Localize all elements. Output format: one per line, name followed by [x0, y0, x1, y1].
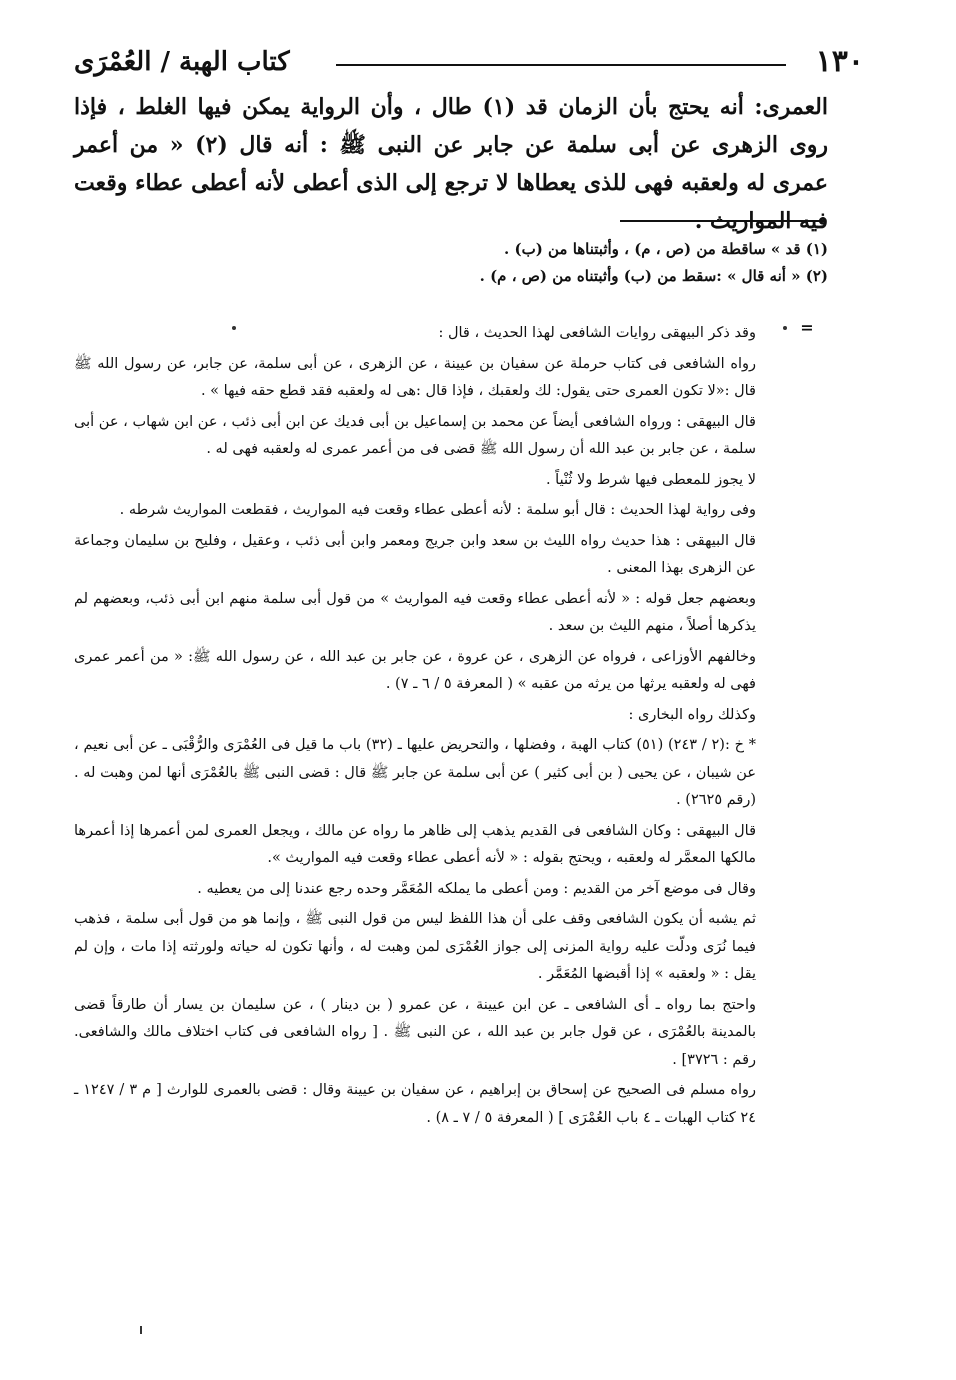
header-rule	[336, 64, 786, 66]
decorative-dot	[783, 326, 787, 330]
commentary-paragraph: وبعضهم جعل قوله : « لأنه أعطى عطاء وقعت فيه المواريث » من قول أبى سلمة منهم ابن أبى ذئب، وبعضهم لم يذكرها أصلاً ، منهم الليث بن سعد .	[74, 590, 756, 634]
commentary-paragraph: وفى رواية لهذا الحديث : قال أبو سلمة : لأنه أعطى عطاء وقعت فيه المواريث ، فقطعت المواريث شرطه .	[119, 502, 756, 518]
commentary-paragraph: رواه مسلم فى الصحيح عن إسحاق بن إبراهيم ، عن سفيان بن عيينة وقال : قضى بالعمرى للوارث [ م ٣ / ١٢٤٧ ـ ٢٤ كتاب الهبات ـ ٤ باب العُمْرَى ] ( المعرفة ٥ / ٧ ـ ٨) .	[74, 1082, 756, 1126]
footnotes	[440, 236, 828, 290]
commentary	[74, 320, 756, 1135]
commentary-paragraph: لا يجوز للمعطى فيها شرط ولا ثُنْياً .	[545, 471, 756, 488]
commentary-paragraph: قال البيهقى : وكان الشافعى فى القديم يذهب إلى ظاهر ما رواه عن مالك ، ويجعل العمرى لمن أعمرها إذا أعمرها مالكها المعمَّر له ولعقبه ، ويحتج بقوله : « لأنه أعطى عطاء وقعت فيه المواريث ».	[74, 822, 756, 866]
main-text	[74, 88, 828, 240]
commentary-paragraph: وخالفهم الأوزاعى ، فرواه عن الزهرى ، عن عروة ، عن جابر بن عبد الله ، عن رسول الله ﷺ: « من أعمر عمرى فهى له ولعقبه يرثها من يرثه من عقبه » ( المعرفة ٥ / ٦ ـ ٧) .	[74, 648, 756, 692]
commentary-paragraph: واحتج بما رواه ـ أى الشافعى ـ عن ابن عيينة ، عن عمرو ( بن دينار ) ، عن سليمان بن يسار أن طارقاً قضى بالمدينة بالعُمْرَى ، عن قول جابر بن عبد الله ، عن النبى ﷺ . [ رواه الشافعى فى كتاب اختلاف مالك والشافعى. رقم : ٣٧٢٦] .	[74, 996, 756, 1068]
margin-mark	[140, 1326, 142, 1334]
main-paragraph: العمرى: أنه يحتج بأن الزمان قد (١) طال ، وأن الرواية يمكن فيها الغلط ، فإذا روى الزهرى عن أبى سلمة عن جابر عن النبى ﷺ : أنه قال (٢) « من أعمر عمرى له ولعقبه فهى للذى يعطاها لا ترجع إلى الذى أعطى لأنه أعطى عطاء وقعت فيه المواريث .	[74, 94, 829, 234]
commentary-paragraph: ثم يشبه أن يكون الشافعى وقف على أن هذا اللفظ ليس من قول النبى ﷺ ، وإنما هو من قول أبى سلمة ، فذهب فيما نُرَى ودلّت عليه رواية المزنى إلى جواز العُمْرَى لمن وهبت له ، وأنها تكون له حياته ولورثته إذا مات ، وإن لم يقل : « ولعقبه » إذا أقبضها المُعَمَّر .	[74, 911, 756, 982]
footnote-2: (٢) « أنه قال » :سقط من (ب) وأثبتناه من (ص ، م) .	[479, 267, 828, 285]
commentary-paragraph: وقد ذكر البيهقى روايات الشافعى لهذا الحديث ، قال :	[438, 325, 756, 341]
commentary-paragraph: قال البيهقى : ورواه الشافعى أيضاً عن محمد بن إسماعيل بن أبى فديك عن ابن أبى ذئب ، عن ابن شهاب ، عن أبى سلمة ، عن جابر بن عبد الله أن رسول الله ﷺ قضى فى من أعمر عمرى له ولعقبه فهى له .	[74, 413, 756, 457]
commentary-paragraph: * خ :(٢ / ٢٤٣) (٥١) كتاب الهبة ، وفضلها ، والتحريض عليها ـ (٣٢) باب ما قيل فى العُمْرَى والرُّقْبَى ـ عن أبى نعيم ، عن شيبان ، عن يحيى ( بن أبى كثير ) عن أبى سلمة عن جابر ﷺ قال : قضى النبى ﷺ بالعُمْرَى أنها لمن وهبت له . (رقم ٢٦٢٥) .	[74, 737, 756, 808]
commentary-paragraph: وقال فى موضع آخر من القديم : ومن أعطى ما يملكه المُعَمَّر وحده رجع عندنا إلى من يعطيه .	[197, 880, 756, 897]
running-title: كتاب الهبة / العُمْرَى	[74, 47, 290, 77]
page-number: ١٣٠	[815, 44, 864, 79]
footnote-1: (١) قد » ساقطة من (ص ، م) ، وأثبتناها من (ب) .	[504, 240, 828, 258]
page-header	[74, 44, 864, 84]
footnote-rule	[620, 220, 824, 222]
commentary-paragraph: وكذلك رواه البخارى :	[628, 706, 756, 723]
commentary-paragraph: قال البيهقى : هذا حديث رواه الليث بن سعد وابن جريج ومعمر وابن أبى ذئب ، وعقيل ، وفليح بن سليمان وجماعة عن الزهرى بهذا المعنى .	[74, 532, 756, 576]
continuation-marker: =	[800, 318, 814, 337]
commentary-paragraph: رواه الشافعى فى كتاب حرملة عن سفيان بن عيينة ، عن الزهرى ، عن أبى سلمة، عن جابر، عن رسول الله ﷺ قال :«لا تكون العمرى حتى يقول: لك ولعقبك ، فإذا قال :هى له ولعقبه فقد قطع حقه فيها » .	[74, 355, 756, 399]
